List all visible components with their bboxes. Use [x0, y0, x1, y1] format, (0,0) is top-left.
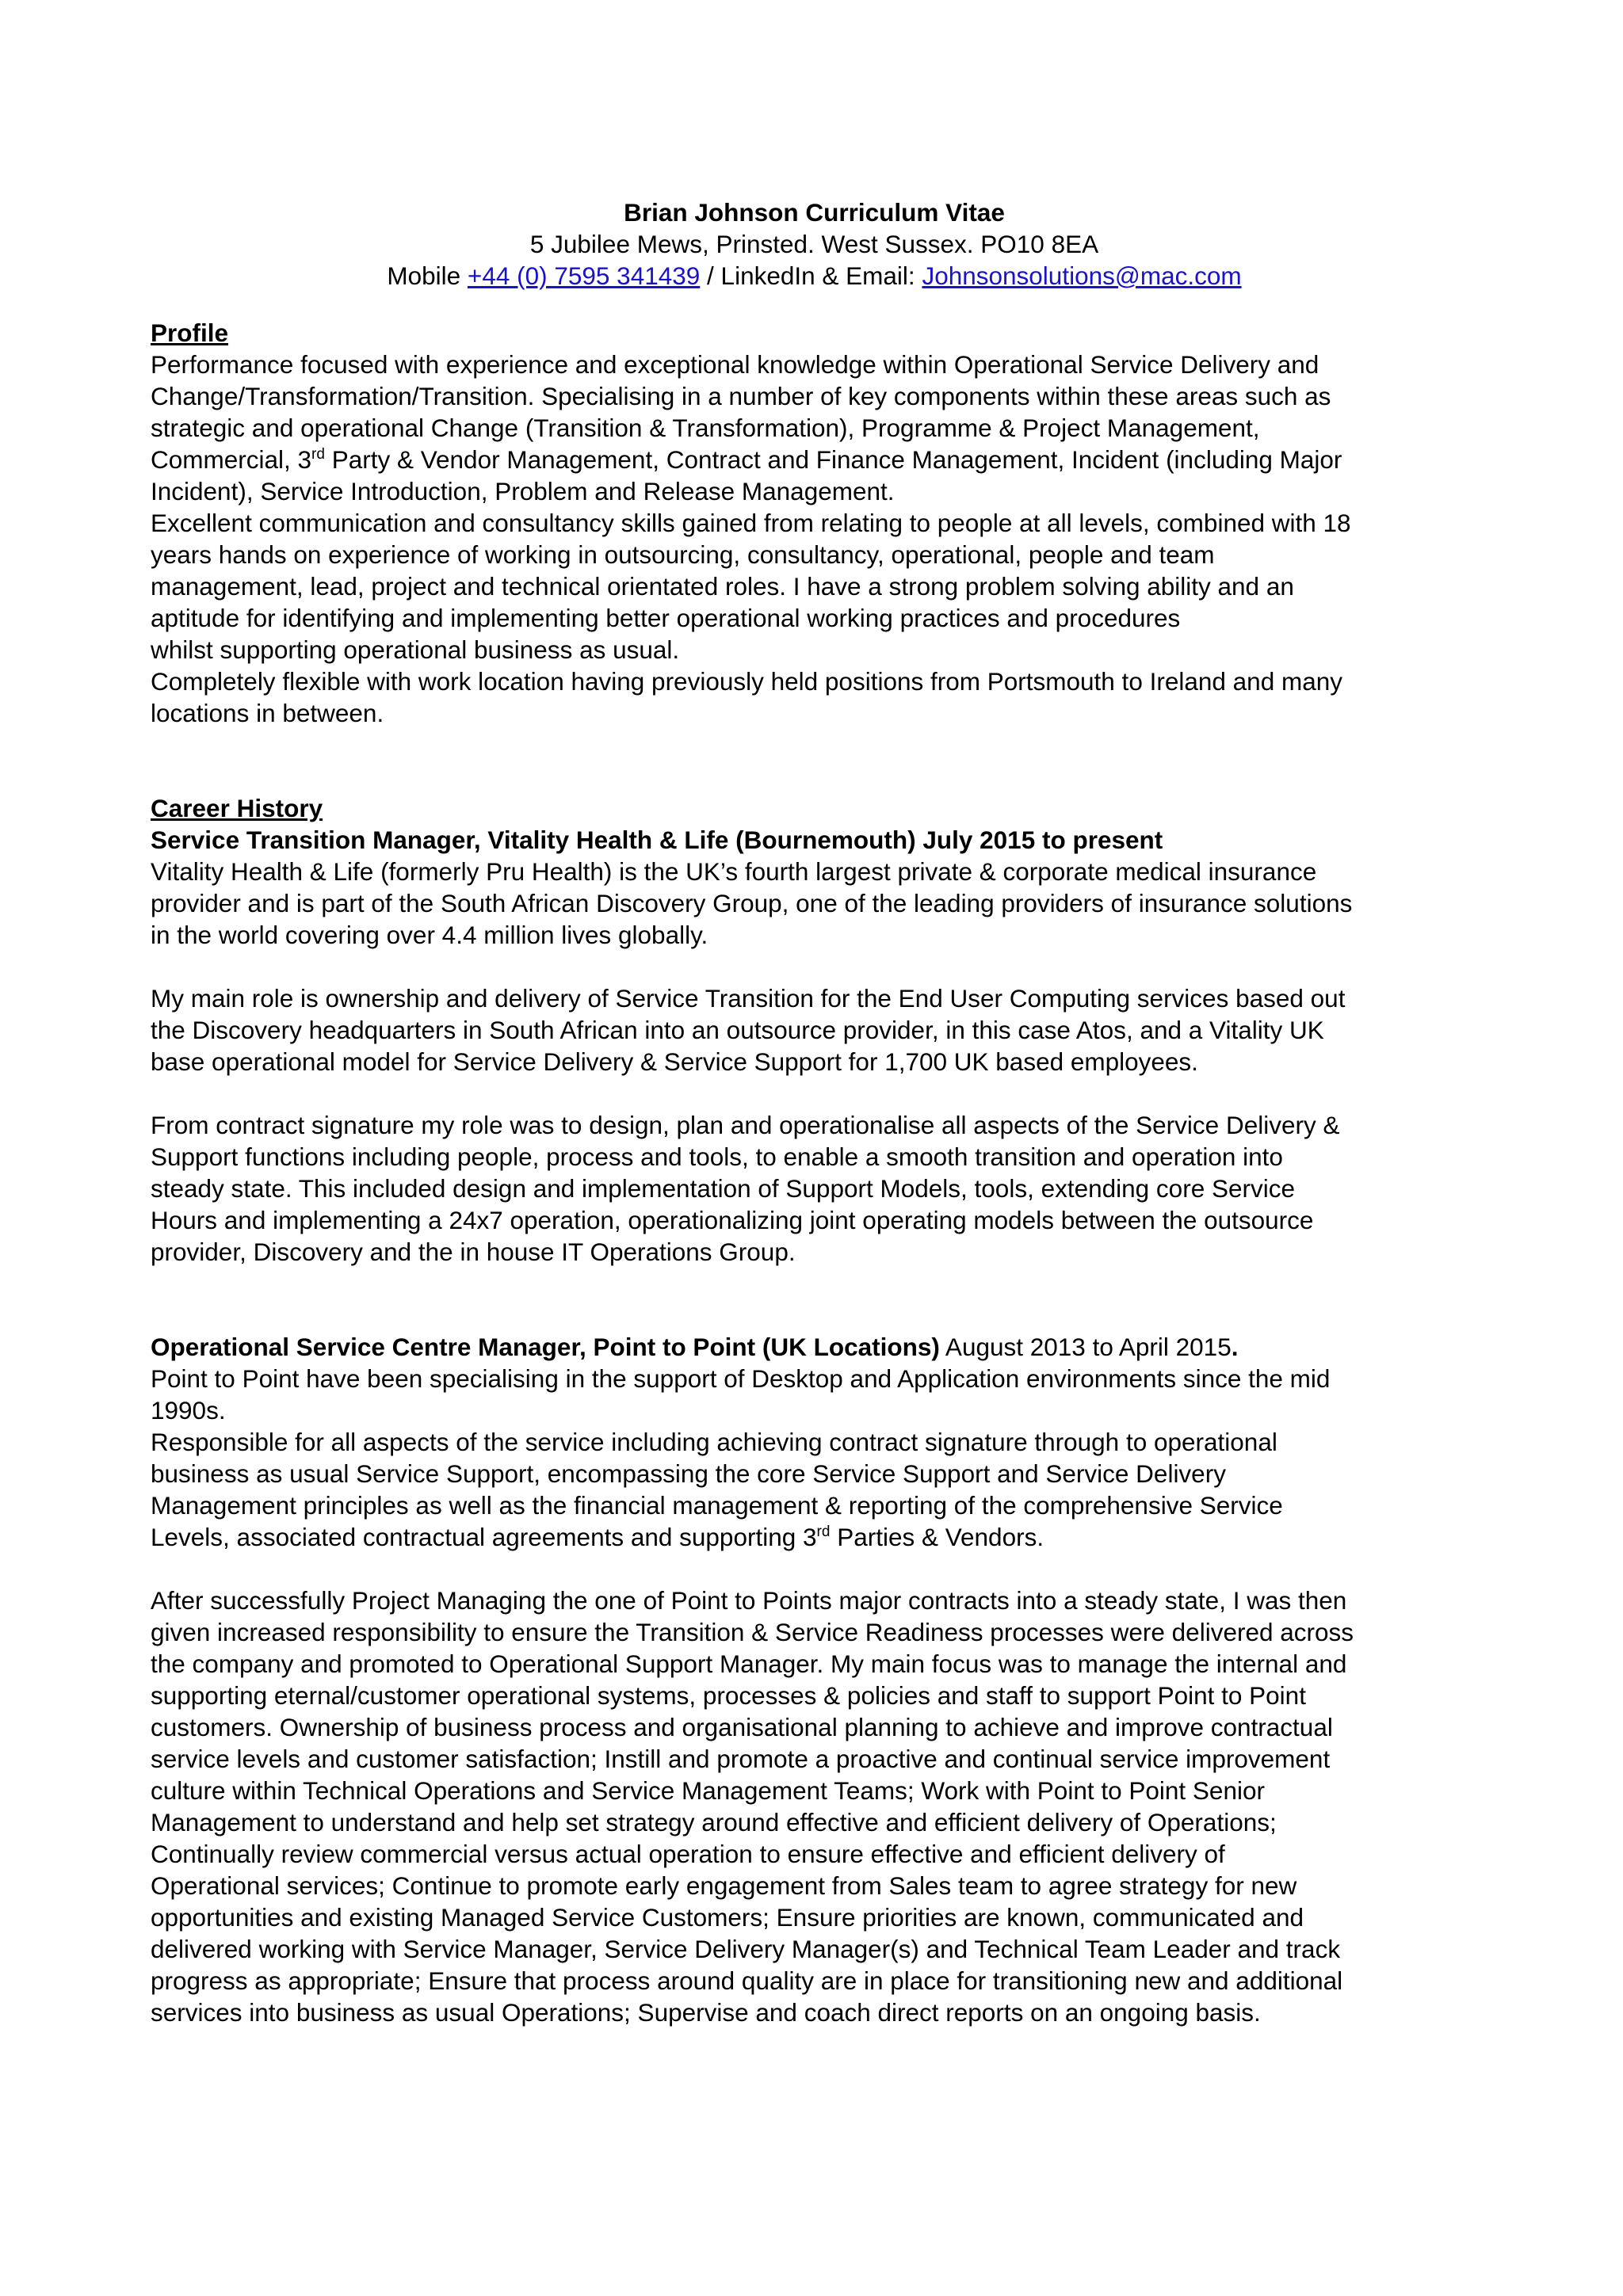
text-line: progress as appropriate; Ensure that process around quality are in place for transitioning new and additional — [151, 1966, 1343, 1995]
contact-prefix: Mobile — [387, 261, 468, 290]
text-line: Management principles as well as the financial management & reporting of the comprehensive Service — [151, 1491, 1283, 1520]
spacer — [151, 951, 1478, 982]
profile-heading: Profile — [151, 318, 229, 347]
text-line: provider and is part of the South African Discovery Group, one of the leading providers of insurance solutions — [151, 889, 1353, 917]
text-line: Point to Point have been specialising in the support of Desktop and Application environments since the mid — [151, 1364, 1331, 1393]
spacer — [151, 729, 1478, 792]
job-title-end: . — [1231, 1333, 1239, 1361]
text-line: Vitality Health & Life (formerly Pru Health) is the UK’s fourth largest private & corporate medical insurance — [151, 857, 1317, 886]
text-line — [151, 1521, 1478, 1553]
cv-content — [151, 196, 1478, 2028]
phone-link[interactable]: +44 (0) 7595 341439 — [467, 261, 701, 290]
profile-section — [151, 317, 1478, 729]
cv-address: 5 Jubilee Mews, Prinsted. West Sussex. PO10 8EA — [529, 230, 1099, 258]
text-line: services into business as usual Operations; Supervise and coach direct reports on an ongoing basis. — [151, 1998, 1261, 2027]
text-line: Support functions including people, process and tools, to enable a smooth transition and operation into — [151, 1142, 1283, 1171]
job-paragraph — [151, 1426, 1478, 1553]
text-line: Completely flexible with work location having previously held positions from Portsmouth to Ireland and many — [151, 667, 1342, 696]
text-line: years hands on experience of working in outsourcing, consultancy, operational, people and team — [151, 540, 1215, 569]
text-line: 1990s. — [151, 1396, 226, 1425]
job-paragraph — [151, 1363, 1478, 1426]
job-title-dates: August 2013 to April 2015 — [939, 1333, 1232, 1361]
text-line: service levels and customer satisfaction; Instill and promote a proactive and continual service improvement — [151, 1745, 1331, 1773]
text-line: the Discovery headquarters in South African into an outsource provider, in this case Atos, and a Vitality UK — [151, 1016, 1324, 1044]
spacer — [151, 292, 1478, 317]
text-line: Operational services; Continue to promote early engagement from Sales team to agree strategy for new — [151, 1871, 1297, 1900]
text-fragment: Levels, associated contractual agreements and supporting 3 — [151, 1523, 817, 1551]
text-fragment: Party & Vendor Management, Contract and Finance Management, Incident (including Major — [324, 445, 1342, 474]
text-line: base operational model for Service Delivery & Service Support for 1,700 UK based employees. — [151, 1047, 1198, 1076]
text-line: in the world covering over 4.4 million lives globally. — [151, 921, 708, 949]
text-line: aptitude for identifying and implementing better operational working practices and procedures — [151, 604, 1181, 632]
spacer — [151, 1553, 1478, 1585]
job-paragraph — [151, 856, 1478, 951]
superscript: rd — [816, 1524, 831, 1540]
text-line: supporting eternal/customer operational systems, processes & policies and staff to support Point to Point — [151, 1681, 1306, 1710]
career-section — [151, 792, 1478, 2028]
text-line: management, lead, project and technical orientated roles. I have a strong problem solving ability and an — [151, 572, 1294, 601]
text-line: culture within Technical Operations and Service Management Teams; Work with Point to Point Senior — [151, 1776, 1265, 1805]
text-line: Change/Transformation/Transition. Specialising in a number of key components within these areas such as — [151, 382, 1331, 410]
text-line: strategic and operational Change (Transition & Transformation), Programme & Project Management, — [151, 414, 1260, 442]
job-paragraph — [151, 1109, 1478, 1268]
text-line: the company and promoted to Operational Support Manager. My main focus was to manage the internal and — [151, 1650, 1347, 1678]
text-line: Hours and implementing a 24x7 operation, operationalizing joint operating models between the outsource — [151, 1206, 1314, 1234]
text-line: Responsible for all aspects of the service including achieving contract signature through to operational — [151, 1428, 1277, 1456]
career-heading: Career History — [151, 794, 323, 822]
cv-title: Brian Johnson Curriculum Vitae — [624, 198, 1005, 227]
text-line: business as usual Service Support, encompassing the core Service Support and Service Delivery — [151, 1459, 1226, 1488]
cv-contact-line — [151, 260, 1478, 292]
profile-paragraph-2 — [151, 507, 1478, 666]
job-title — [151, 1331, 1478, 1363]
job-title-role: Operational Service Centre Manager, Point to Point (UK Locations) — [151, 1333, 940, 1361]
text-line: Continually review commercial versus actual operation to ensure effective and efficient delivery of — [151, 1840, 1225, 1868]
text-line: Excellent communication and consultancy skills gained from relating to people at all levels, combined with 18 — [151, 509, 1351, 537]
job-entry-vitality — [151, 824, 1478, 1268]
email-link[interactable]: Johnsonsolutions@mac.com — [922, 261, 1242, 290]
superscript: rd — [311, 446, 325, 463]
spacer — [151, 1077, 1478, 1109]
text-line: steady state. This included design and implementation of Support Models, tools, extending core Service — [151, 1174, 1296, 1203]
text-line: provider, Discovery and the in house IT Operations Group. — [151, 1238, 796, 1266]
text-line: opportunities and existing Managed Service Customers; Ensure priorities are known, communicated and — [151, 1903, 1304, 1932]
job-entry-point-to-point — [151, 1331, 1478, 2028]
text-fragment: Parties & Vendors. — [830, 1523, 1044, 1551]
text-fragment: Commercial, 3 — [151, 445, 312, 474]
profile-paragraph-3 — [151, 666, 1478, 729]
text-line: given increased responsibility to ensure the Transition & Service Readiness processes were delivered across — [151, 1618, 1354, 1646]
text-line: My main role is ownership and delivery of Service Transition for the End User Computing services based out — [151, 984, 1346, 1013]
text-line: Incident), Service Introduction, Problem and Release Management. — [151, 477, 895, 505]
text-line: Performance focused with experience and exceptional knowledge within Operational Service Delivery and — [151, 350, 1319, 379]
spacer — [151, 1268, 1478, 1331]
text-line: customers. Ownership of business process and organisational planning to achieve and improve contractual — [151, 1713, 1333, 1741]
text-line: delivered working with Service Manager, Service Delivery Manager(s) and Technical Team Leader and track — [151, 1935, 1341, 1963]
text-line: locations in between. — [151, 699, 384, 727]
text-line — [151, 444, 1478, 475]
job-paragraph — [151, 1585, 1478, 2028]
profile-paragraph-1 — [151, 349, 1478, 507]
job-title: Service Transition Manager, Vitality Health & Life (Bournemouth) July 2015 to present — [151, 826, 1163, 854]
contact-middle: / LinkedIn & Email: — [700, 261, 922, 290]
text-line: whilst supporting operational business as usual. — [151, 635, 680, 664]
cv-header — [151, 196, 1478, 292]
text-line: From contract signature my role was to design, plan and operationalise all aspects of the Service Delivery & — [151, 1111, 1340, 1139]
text-line: Management to understand and help set strategy around effective and efficient delivery of Operations; — [151, 1808, 1277, 1836]
job-paragraph — [151, 982, 1478, 1077]
text-line: After successfully Project Managing the one of Point to Points major contracts into a steady state, I was then — [151, 1586, 1347, 1615]
